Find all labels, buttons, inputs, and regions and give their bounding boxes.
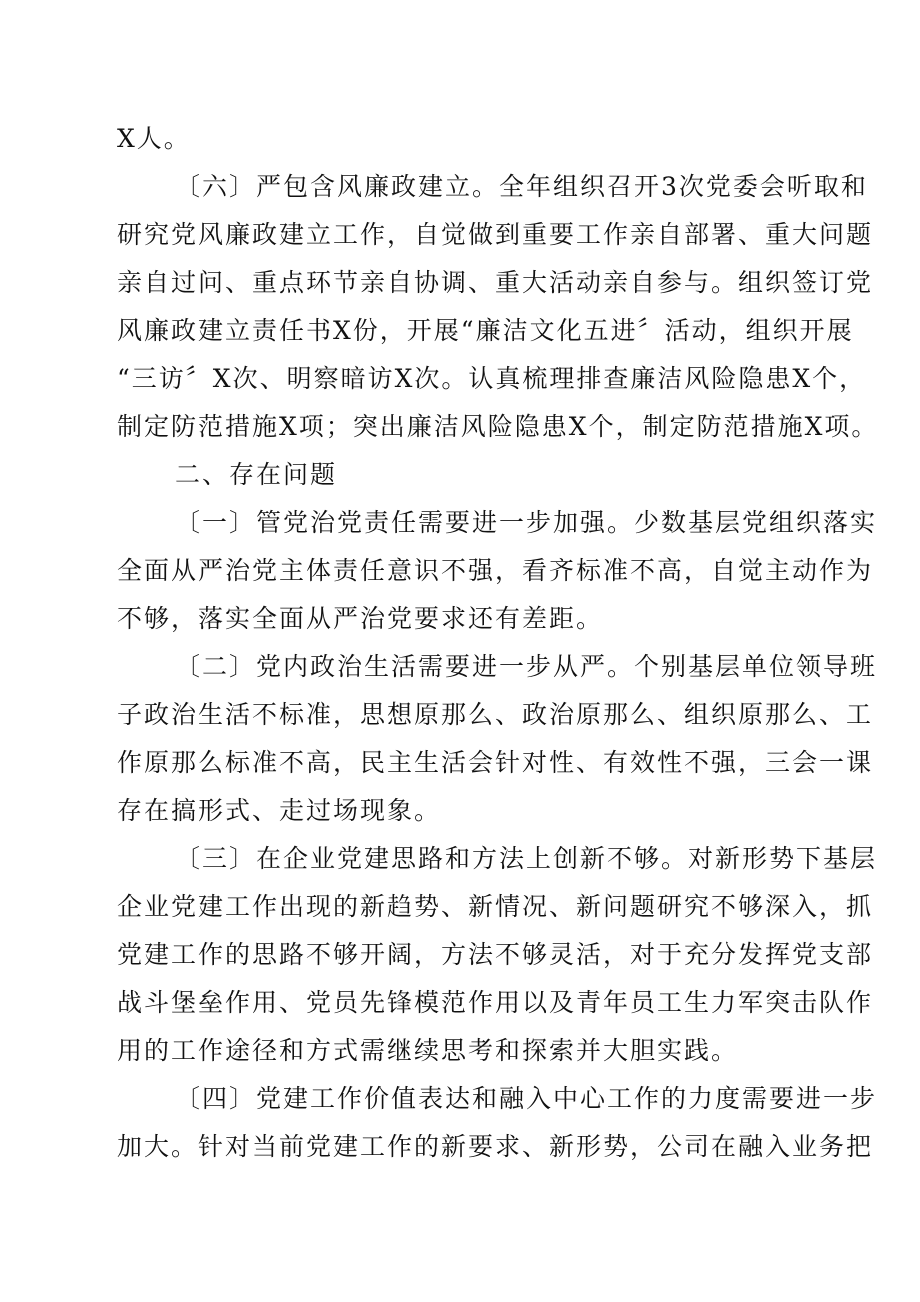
paragraph-heading-line: 〔六〕严包含风廉政建立。全年组织召开3次党委会听取和: [175, 172, 868, 201]
text-line: 加大。针对当前党建工作的新要求、新形势，公司在融入业务把: [117, 1132, 874, 1161]
paragraph-heading-line: 〔一〕管党治党责任需要进一步加强。少数基层党组织落实: [175, 508, 878, 537]
text-line: 子政治生活不标准，思想原那么、政治原那么、组织原那么、工: [117, 700, 874, 729]
section-heading: 二、存在问题: [175, 460, 338, 489]
text-line: 企业党建工作出现的新趋势、新情况、新问题研究不够深入，抓: [117, 892, 874, 921]
text-line: 制定防范措施X项；突出廉洁风险隐患X个，制定防范措施X项。: [117, 412, 879, 441]
text-line: 全面从严治党主体责任意识不强，看齐标准不高，自觉主动作为: [117, 556, 874, 585]
text-line: 存在搞形式、走过场现象。: [117, 796, 442, 825]
paragraph-heading-line: 〔二〕党内政治生活需要进一步从严。个别基层单位领导班: [175, 652, 878, 681]
text-line: 不够，落实全面从严治党要求还有差距。: [117, 604, 604, 633]
text-line: 研究党风廉政建立工作，自觉做到重要工作亲自部署、重大问题: [117, 220, 874, 249]
text-line: 风廉政建立责任书X份，开展“廉洁文化五进〞活动，组织开展: [117, 316, 854, 345]
text-line: 亲自过问、重点环节亲自协调、重大活动亲自参与。组织签订党: [117, 268, 874, 297]
paragraph-heading-line: 〔四〕党建工作价值表达和融入中心工作的力度需要进一步: [175, 1084, 878, 1113]
text-line: 作原那么标准不高，民主生活会针对性、有效性不强，三会一课: [117, 748, 874, 777]
text-line: 党建工作的思路不够开阔，方法不够灵活，对于充分发挥党支部: [117, 940, 874, 969]
paragraph-heading-line: 〔三〕在企业党建思路和方法上创新不够。对新形势下基层: [175, 844, 878, 873]
text-line: X人。: [117, 124, 191, 153]
text-line: 战斗堡垒作用、党员先锋模范作用以及青年员工生力军突击队作: [117, 988, 874, 1017]
text-line: 用的工作途径和方式需继续思考和探索并大胆实践。: [117, 1036, 739, 1065]
text-line: “三访〞X次、明察暗访X次。认真梳理排查廉洁风险隐患X个，: [117, 364, 867, 393]
